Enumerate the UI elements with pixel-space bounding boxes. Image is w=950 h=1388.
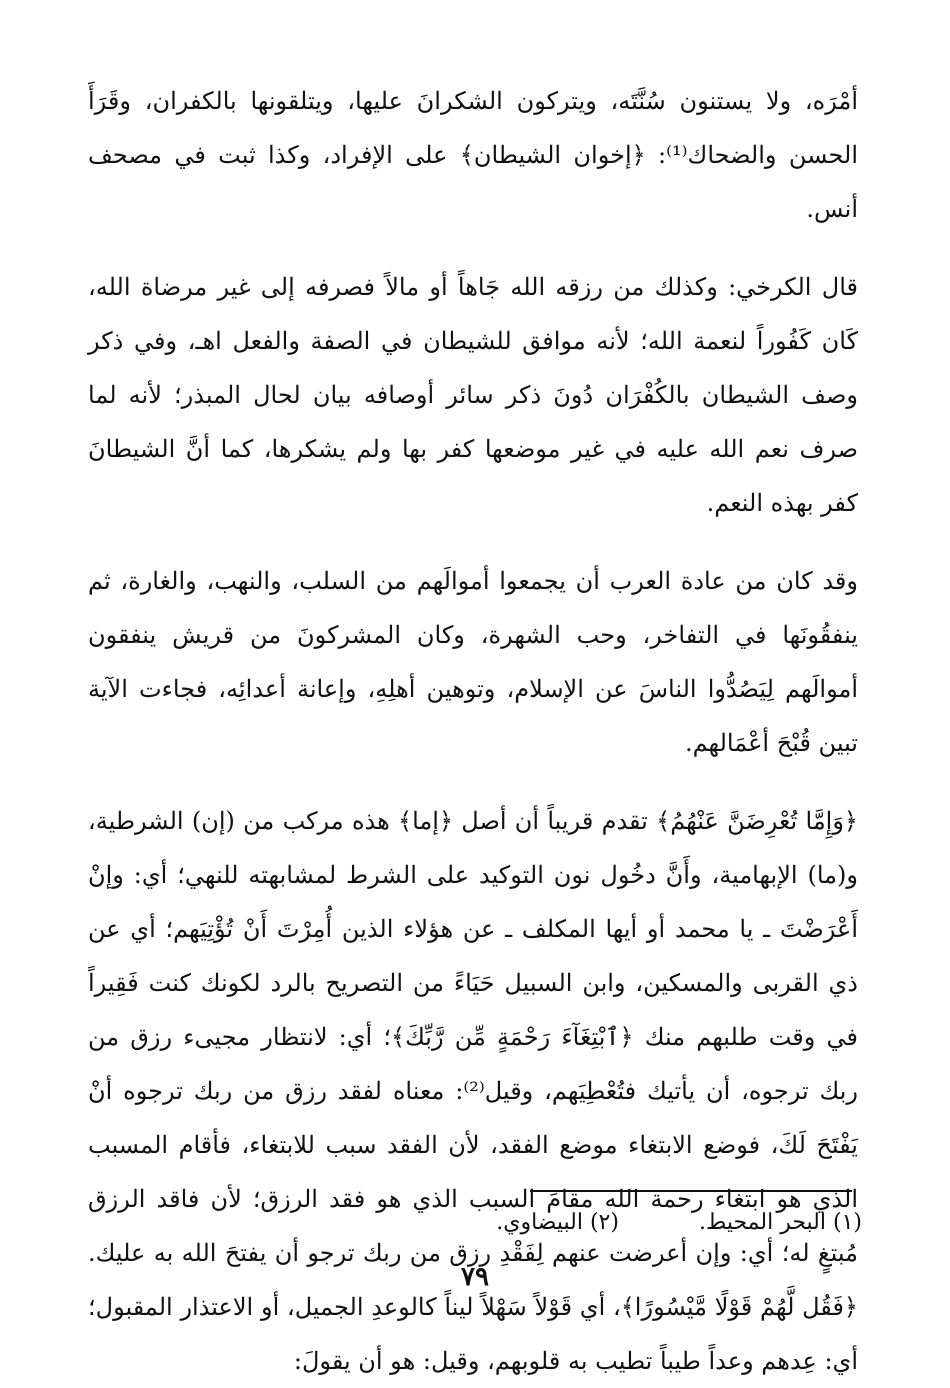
footnote-1: (١) البحر المحيط. (698, 1210, 862, 1235)
paragraph-3: وقد كان من عادة العرب أن يجمعوا أموالَهم من السلب، والنهب، والغارة، ثم ينفقُونَها في التفاخر، وحب الشهرة، وكان المشركونَ من قريش ينفقون أموالَهم لِيَصُدُّوا الناسَ عن الإسلام، وتوهين أهلِهِ، وإعانة أعدائِه، فجاءت الآية تبين قُبْحَ أعْمَالهم. (88, 567, 858, 757)
paragraph-gap (88, 530, 858, 554)
paragraph-gap (88, 770, 858, 794)
paragraph-4: ﴿وَإِمَّا تُعْرِضَنَّ عَنْهُمُ﴾ تقدم قريباً أن أصل ﴿إما﴾ هذه مركب من (إن) الشرطية، و(ما) الإبهامية، وأَنَّ دخُول نون التوكيد على الشرط لمشابهته للنهي؛ أي: وإنْ أَعْرَضْتَ ـ يا محمد أو أيها المكلف ـ عن هؤلاء الذين أُمِرْتَ أَنْ تُؤْتِيَهم؛ أي عن ذي القربى والمسكين، وابن السبيل حَيَاءً من التصريح بالرد لكونك كنت فَقِيراً في وقت طلبهم منك ﴿ٱبْتِغَآءَ رَحْمَةٍ مِّن رَّبِّكَ﴾؛ أي: لانتظار مجيىء رزق من ربك ترجوه، أن يأتيك فتُعْطِيَهم، وقيل⁽²⁾: معناه لفقد رزق من ربك ترجوه أنْ يَفْتَحَ لَكَ، فوضع الابتغاء موضع الفقد، لأن الفقد سبب للابتغاء، فأقام المسبب الذي هو ابتغاء رحمة الله مقامَ السبب الذي هو فقد الرزق؛ لأن فاقد الرزق مُبتغٍ له؛ أي: وإن أعرضت عنهم لِفَقْدِ رزق من ربك ترجو أن يفتحَ الله به عليك. ﴿فَقُل لَّهُمْ قَوْلًا مَّيْسُورًا﴾، أي قَوْلاً سَهْلاً ليناً كالوعدِ الجميل، أو الاعتذار المقبول؛ أي: عِدهم وعداً طيباً تطيب به قلوبهم، وقيل: هو أن يقولَ: (88, 807, 858, 1375)
footnotes (362, 1203, 862, 1243)
paragraph-2: قال الكرخي: وكذلك من رزقه الله جَاهاً أو مالاً فصرفه إلى غير مرضاة الله، كَان كَفُوراً لنعمة الله؛ لأنه موافق للشيطان في الصفة والفعل اهـ، وفي ذكر وصف الشيطان بالكُفْرَان دُونَ ذكر سائر أوصافه بيان لحال المبذر؛ لأنه لما صرف نعم الله عليه في غير موضعها كفر بها ولم يشكرها، كما أنَّ الشيطانَ كفر بهذه النعم. (88, 273, 858, 517)
footnote-divider (530, 1190, 852, 1192)
footnote-2: (٢) البيضاوي. (496, 1210, 619, 1235)
paragraph-gap (88, 236, 858, 260)
page-number: ٧٩ (461, 1262, 489, 1292)
paragraph-1: أمْرَه، ولا يستنون سُنَّتَه، ويتركون الشكرانَ عليها، ويتلقونها بالكفران، وقَرَأَ الحسن والضحاك⁽¹⁾: ﴿إخوان الشيطان﴾ على الإفراد، وكذا ثبت في مصحف أنس. (88, 87, 859, 223)
